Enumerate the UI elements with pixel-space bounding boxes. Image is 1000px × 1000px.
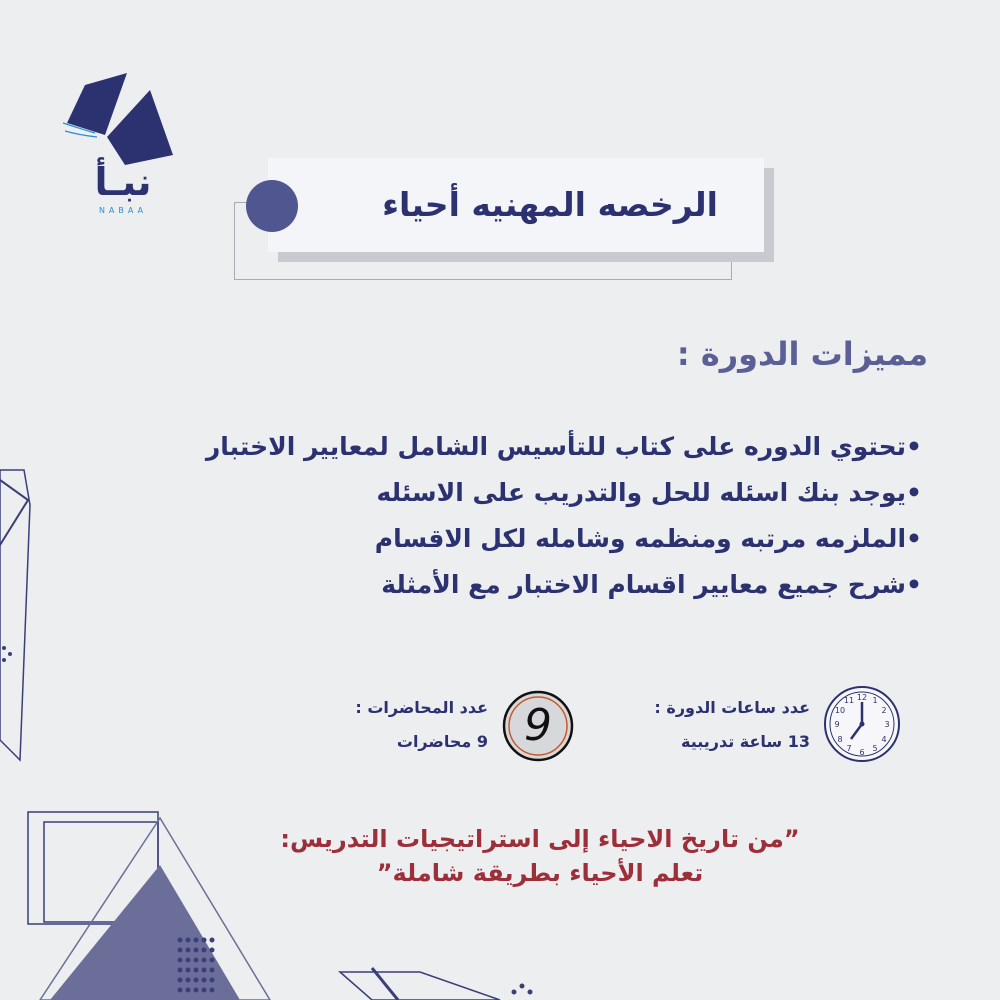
course-quote [250, 822, 830, 890]
svg-text:6: 6 [859, 748, 865, 757]
svg-text:12: 12 [856, 693, 868, 702]
svg-text:4: 4 [881, 735, 887, 744]
feature-item: •تحتوي الدوره على كتاب للتأسيس الشامل لمعايير الاختبار [205, 432, 922, 461]
feature-item: •الملزمه مرتبه ومنظمه وشامله لكل الاقسام [374, 524, 922, 553]
quote-line: تعلم الأحياء بطريقة شاملة” [376, 859, 704, 887]
svg-text:7: 7 [846, 744, 852, 753]
features-list [162, 424, 922, 608]
feature-item: •يوجد بنك اسئله للحل والتدريب على الاسئله [376, 478, 922, 507]
quote-line: ”من تاريخ الاحياء إلى استراتيجيات التدريس: [280, 825, 800, 853]
svg-text:8: 8 [837, 735, 843, 744]
hours-value: 13 ساعة تدريبية [680, 732, 810, 751]
feature-item: •شرح جميع معايير اقسام الاختبار مع الأمثلة [381, 570, 922, 599]
title-dot [246, 180, 298, 232]
lectures-count-badge: 9 [524, 700, 552, 751]
lectures-label: عدد المحاضرات : [355, 698, 488, 717]
svg-text:5: 5 [872, 744, 878, 753]
lectures-value: 9 محاضرات [396, 732, 488, 751]
svg-text:3: 3 [884, 720, 890, 729]
logo-text-arabic: نبـأ [94, 160, 152, 204]
svg-text:1: 1 [872, 696, 878, 705]
svg-text:10: 10 [834, 706, 846, 715]
logo-text-latin: NABAA [98, 206, 148, 215]
svg-text:11: 11 [843, 696, 855, 705]
clock-icon [822, 684, 902, 764]
hours-label: عدد ساعات الدورة : [654, 698, 810, 717]
page-title: الرخصه المهنيه أحياء [382, 185, 718, 224]
svg-text:2: 2 [881, 706, 887, 715]
features-heading: مميزات الدورة : [676, 335, 928, 373]
svg-text:9: 9 [834, 720, 840, 729]
